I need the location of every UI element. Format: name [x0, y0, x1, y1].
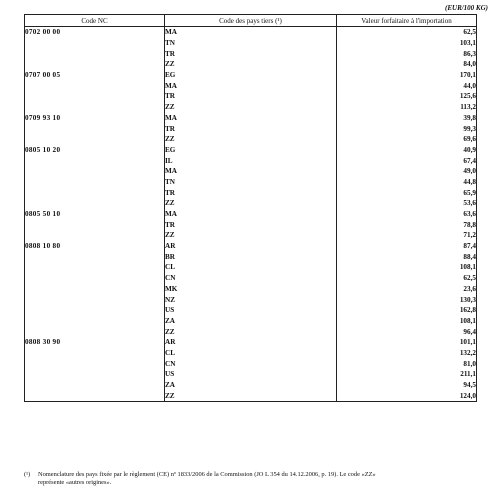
table-row	[25, 380, 477, 391]
table-row	[25, 262, 477, 273]
header-value: Valeur forfaitaire à l'importation	[337, 15, 477, 27]
code-cell	[25, 219, 165, 230]
country-cell: ZZ	[165, 59, 337, 70]
code-cell: 0805 50 10	[25, 209, 165, 220]
value-cell: 124,0	[337, 390, 477, 401]
country-cell: TN	[165, 38, 337, 49]
code-cell	[25, 294, 165, 305]
value-cell: 84,0	[337, 59, 477, 70]
code-cell: 0805 10 20	[25, 145, 165, 156]
country-cell: TR	[165, 91, 337, 102]
country-cell: ZZ	[165, 326, 337, 337]
table-row	[25, 70, 477, 81]
table-header-row	[25, 15, 477, 27]
table-row	[25, 80, 477, 91]
value-cell: 44,8	[337, 177, 477, 188]
value-cell: 62,5	[337, 273, 477, 284]
value-cell: 69,6	[337, 134, 477, 145]
country-cell: MK	[165, 284, 337, 295]
code-cell	[25, 59, 165, 70]
code-cell: 0808 30 90	[25, 337, 165, 348]
footnote-mark: (¹)	[24, 471, 31, 478]
table-row	[25, 294, 477, 305]
value-cell: 23,6	[337, 284, 477, 295]
value-cell: 103,1	[337, 38, 477, 49]
table-row	[25, 284, 477, 295]
table-row	[25, 123, 477, 134]
table-row	[25, 155, 477, 166]
value-cell: 94,5	[337, 380, 477, 391]
code-cell: 0707 00 05	[25, 70, 165, 81]
value-cell: 81,0	[337, 358, 477, 369]
value-cell: 125,6	[337, 91, 477, 102]
country-cell: ZZ	[165, 390, 337, 401]
table-row	[25, 326, 477, 337]
code-cell	[25, 262, 165, 273]
code-cell	[25, 273, 165, 284]
code-cell: 0808 10 80	[25, 241, 165, 252]
table-row	[25, 113, 477, 124]
code-cell	[25, 38, 165, 49]
country-cell: ZZ	[165, 198, 337, 209]
country-cell: CL	[165, 348, 337, 359]
value-cell: 67,4	[337, 155, 477, 166]
table-row	[25, 177, 477, 188]
code-cell: 0709 93 10	[25, 113, 165, 124]
table-row	[25, 166, 477, 177]
value-cell: 99,3	[337, 123, 477, 134]
table-body	[25, 27, 477, 402]
code-cell	[25, 91, 165, 102]
code-cell	[25, 155, 165, 166]
value-cell: 71,2	[337, 230, 477, 241]
code-cell	[25, 123, 165, 134]
table-row	[25, 102, 477, 113]
table-row	[25, 187, 477, 198]
value-cell: 132,2	[337, 348, 477, 359]
country-cell: US	[165, 369, 337, 380]
unit-label: (EUR/100 KG)	[445, 4, 488, 12]
code-cell	[25, 230, 165, 241]
table-row	[25, 145, 477, 156]
value-cell: 101,1	[337, 337, 477, 348]
table-row	[25, 219, 477, 230]
country-cell: BR	[165, 251, 337, 262]
table-row	[25, 209, 477, 220]
code-cell	[25, 166, 165, 177]
code-cell: 0702 00 00	[25, 27, 165, 38]
country-cell: TR	[165, 123, 337, 134]
value-cell: 170,1	[337, 70, 477, 81]
code-cell	[25, 134, 165, 145]
country-cell: IL	[165, 155, 337, 166]
import-values-table	[24, 14, 477, 402]
table-row	[25, 390, 477, 401]
country-cell: CN	[165, 273, 337, 284]
footnote	[24, 471, 476, 487]
value-cell: 96,4	[337, 326, 477, 337]
country-cell: MA	[165, 80, 337, 91]
value-cell: 88,4	[337, 251, 477, 262]
value-cell: 108,1	[337, 262, 477, 273]
country-cell: MA	[165, 113, 337, 124]
table-row	[25, 27, 477, 38]
table-row	[25, 348, 477, 359]
value-cell: 40,9	[337, 145, 477, 156]
value-cell: 39,8	[337, 113, 477, 124]
value-cell: 63,6	[337, 209, 477, 220]
country-cell: TR	[165, 187, 337, 198]
country-cell: ZZ	[165, 134, 337, 145]
table-row	[25, 241, 477, 252]
country-cell: AR	[165, 241, 337, 252]
table-row	[25, 305, 477, 316]
country-cell: EG	[165, 145, 337, 156]
country-cell: ZA	[165, 380, 337, 391]
value-cell: 78,8	[337, 219, 477, 230]
code-cell	[25, 177, 165, 188]
table-row	[25, 198, 477, 209]
table-row	[25, 369, 477, 380]
country-cell: US	[165, 305, 337, 316]
value-cell: 62,5	[337, 27, 477, 38]
country-cell: EG	[165, 70, 337, 81]
value-cell: 130,3	[337, 294, 477, 305]
header-code-nc: Code NC	[25, 15, 165, 27]
code-cell	[25, 358, 165, 369]
value-cell: 87,4	[337, 241, 477, 252]
value-cell: 162,8	[337, 305, 477, 316]
code-cell	[25, 251, 165, 262]
code-cell	[25, 369, 165, 380]
table-row	[25, 337, 477, 348]
table-row	[25, 91, 477, 102]
table-row	[25, 316, 477, 327]
code-cell	[25, 102, 165, 113]
table-row	[25, 48, 477, 59]
value-cell: 211,1	[337, 369, 477, 380]
table-row	[25, 59, 477, 70]
header-country-code: Code des pays tiers (¹)	[165, 15, 337, 27]
value-cell: 113,2	[337, 102, 477, 113]
table-row	[25, 358, 477, 369]
country-cell: TN	[165, 177, 337, 188]
value-cell: 44,0	[337, 80, 477, 91]
table-row	[25, 38, 477, 49]
code-cell	[25, 284, 165, 295]
footnote-line-1	[24, 471, 476, 479]
country-cell: ZA	[165, 316, 337, 327]
code-cell	[25, 326, 165, 337]
country-cell: MA	[165, 166, 337, 177]
country-cell: CN	[165, 358, 337, 369]
footnote-text-1: Nomenclature des pays fixée par le règlement (CE) nº 1833/2006 de la Commission (JO L 354 du 14.12.2006, p. 19). Le code «ZZ»	[38, 471, 376, 478]
code-cell	[25, 390, 165, 401]
country-cell: MA	[165, 209, 337, 220]
value-cell: 65,9	[337, 187, 477, 198]
country-cell: CL	[165, 262, 337, 273]
value-cell: 49,0	[337, 166, 477, 177]
country-cell: TR	[165, 48, 337, 59]
code-cell	[25, 48, 165, 59]
code-cell	[25, 80, 165, 91]
country-cell: ZZ	[165, 102, 337, 113]
table-row	[25, 251, 477, 262]
country-cell: AR	[165, 337, 337, 348]
code-cell	[25, 305, 165, 316]
table-row	[25, 273, 477, 284]
country-cell: MA	[165, 27, 337, 38]
footnote-line-2: représente «autres origines».	[38, 479, 112, 486]
table-row	[25, 230, 477, 241]
code-cell	[25, 348, 165, 359]
code-cell	[25, 198, 165, 209]
country-cell: NZ	[165, 294, 337, 305]
country-cell: ZZ	[165, 230, 337, 241]
value-cell: 108,1	[337, 316, 477, 327]
table-row	[25, 134, 477, 145]
country-cell: TR	[165, 219, 337, 230]
value-cell: 53,6	[337, 198, 477, 209]
code-cell	[25, 380, 165, 391]
value-cell: 86,3	[337, 48, 477, 59]
code-cell	[25, 316, 165, 327]
code-cell	[25, 187, 165, 198]
